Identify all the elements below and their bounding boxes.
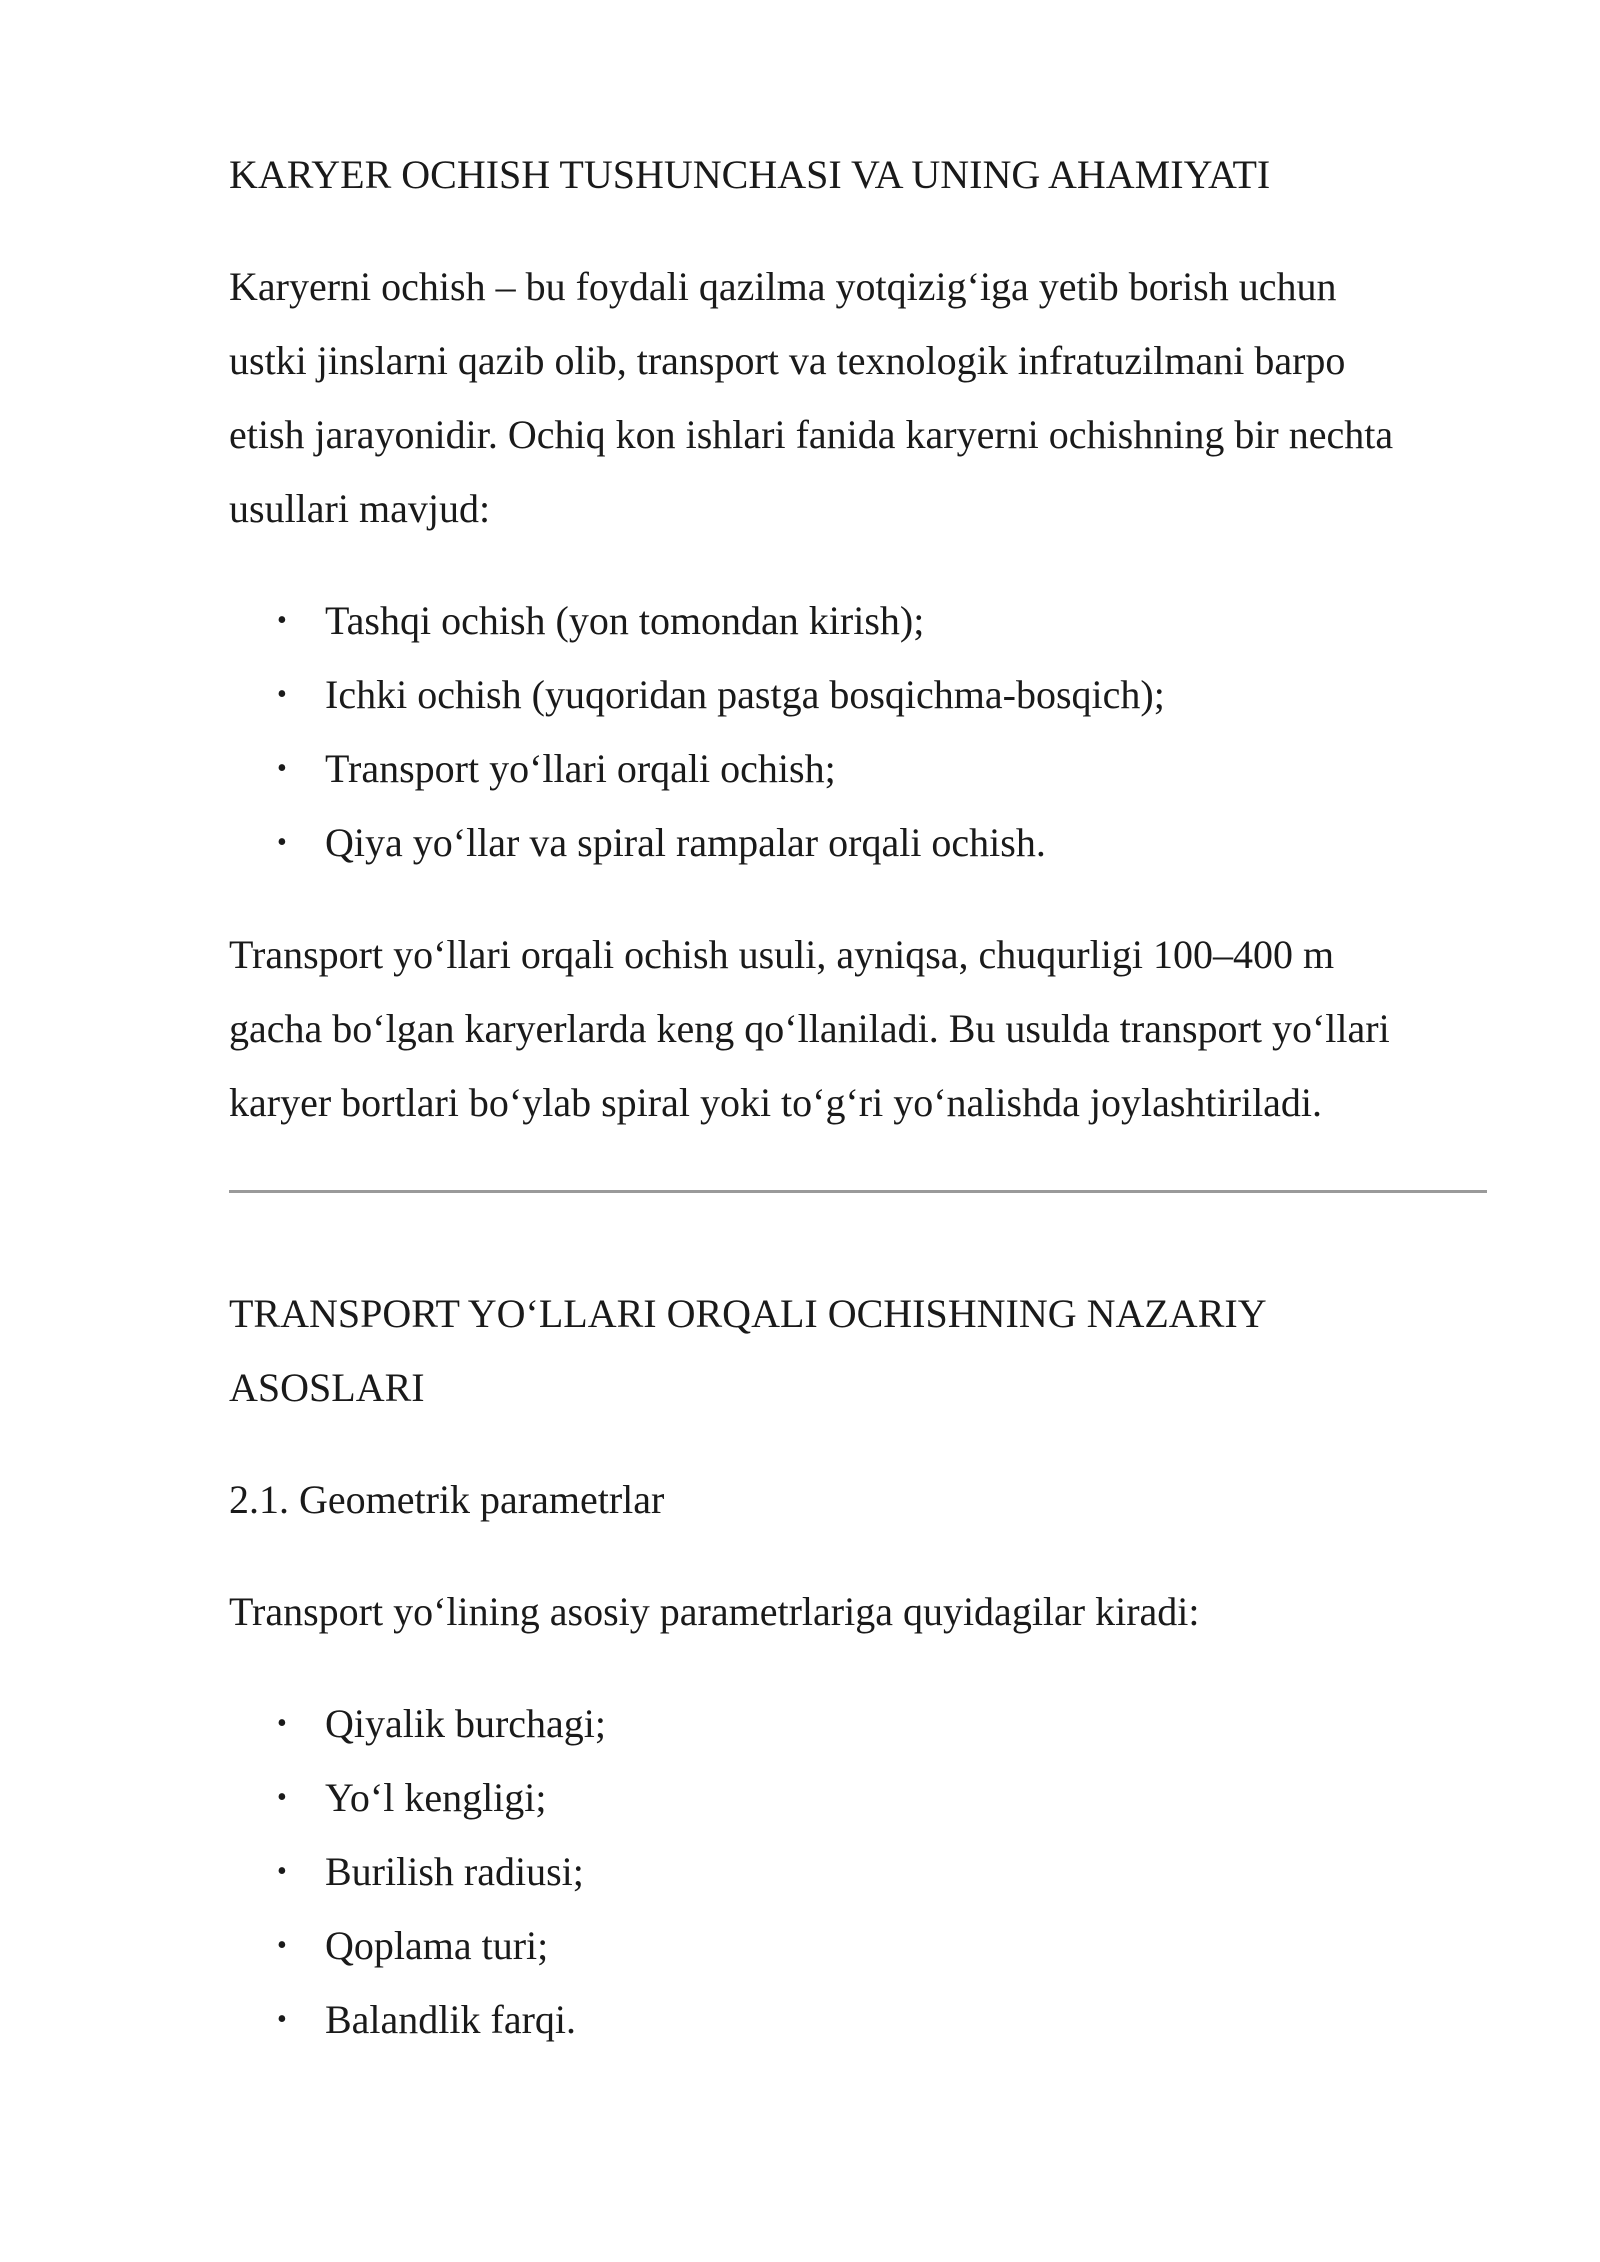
document-page xyxy=(229,138,1489,2057)
closing-line: gacha bo‘lgan karyerlarda keng qo‘llaniladi. Bu usulda transport yo‘llari xyxy=(229,1006,1390,1051)
intro-line: Karyerni ochish – bu foydali qazilma yotqizig‘iga yetib borish uchun xyxy=(229,264,1337,309)
closing-line: Transport yo‘llari orqali ochish usuli, ayniqsa, chuqurligi 100–400 m xyxy=(229,932,1335,977)
list-item xyxy=(229,658,1489,732)
section-1-intro-paragraph xyxy=(229,250,1489,546)
list-item-text: Yo‘l kengligi; xyxy=(325,1775,547,1820)
parameters-intro: Transport yo‘lining asosiy parametrlariga quyidagilar kiradi: xyxy=(229,1589,1200,1634)
list-item xyxy=(229,1983,1489,2057)
section-2-title xyxy=(229,1277,1489,1425)
bullet-icon: • xyxy=(277,2004,287,2035)
bullet-icon: • xyxy=(277,827,287,858)
bullet-icon: • xyxy=(277,1782,287,1813)
list-item-text: Qiyalik burchagi; xyxy=(325,1701,607,1746)
list-item-text: Qiya yo‘llar va spiral rampalar orqali ochish. xyxy=(325,820,1046,865)
list-item xyxy=(229,584,1489,658)
subsection-title: 2.1. Geometrik parametrlar xyxy=(229,1477,665,1522)
bullet-icon: • xyxy=(277,679,287,710)
intro-line: usullari mavjud: xyxy=(229,486,491,531)
section-2-title-line: TRANSPORT YO‘LLARI ORQALI OCHISHNING NAZARIY xyxy=(229,1291,1267,1336)
list-item xyxy=(229,1687,1489,1761)
intro-line: ustki jinslarni qazib olib, transport va texnologik infratuzilmani barpo xyxy=(229,338,1346,383)
list-item-text: Transport yo‘llari orqali ochish; xyxy=(325,746,836,791)
list-item-text: Burilish radiusi; xyxy=(325,1849,584,1894)
list-item-text: Balandlik farqi. xyxy=(325,1997,577,2042)
list-item xyxy=(229,1835,1489,1909)
bullet-icon: • xyxy=(277,605,287,636)
section-2-title-line: ASOSLARI xyxy=(229,1365,425,1410)
list-item xyxy=(229,1909,1489,1983)
list-item-text: Qoplama turi; xyxy=(325,1923,549,1968)
section-1-title: KARYER OCHISH TUSHUNCHASI VA UNING AHAMIYATI xyxy=(229,152,1271,197)
bullet-icon: • xyxy=(277,1708,287,1739)
list-item xyxy=(229,732,1489,806)
section-1-closing-paragraph xyxy=(229,918,1489,1140)
bullet-icon: • xyxy=(277,1930,287,1961)
intro-line: etish jarayonidir. Ochiq kon ishlari fanida karyerni ochishning bir nechta xyxy=(229,412,1394,457)
list-item xyxy=(229,806,1489,880)
bullet-icon: • xyxy=(277,753,287,784)
list-item xyxy=(229,1761,1489,1835)
list-item-text: Ichki ochish (yuqoridan pastga bosqichma-bosqich); xyxy=(325,672,1165,717)
bullet-icon: • xyxy=(277,1856,287,1887)
opening-methods-list xyxy=(229,584,1489,880)
parameters-list xyxy=(229,1687,1489,2057)
closing-line: karyer bortlari bo‘ylab spiral yoki to‘g‘ri yo‘nalishda joylashtiriladi. xyxy=(229,1080,1323,1125)
list-item-text: Tashqi ochish (yon tomondan kirish); xyxy=(325,598,925,643)
